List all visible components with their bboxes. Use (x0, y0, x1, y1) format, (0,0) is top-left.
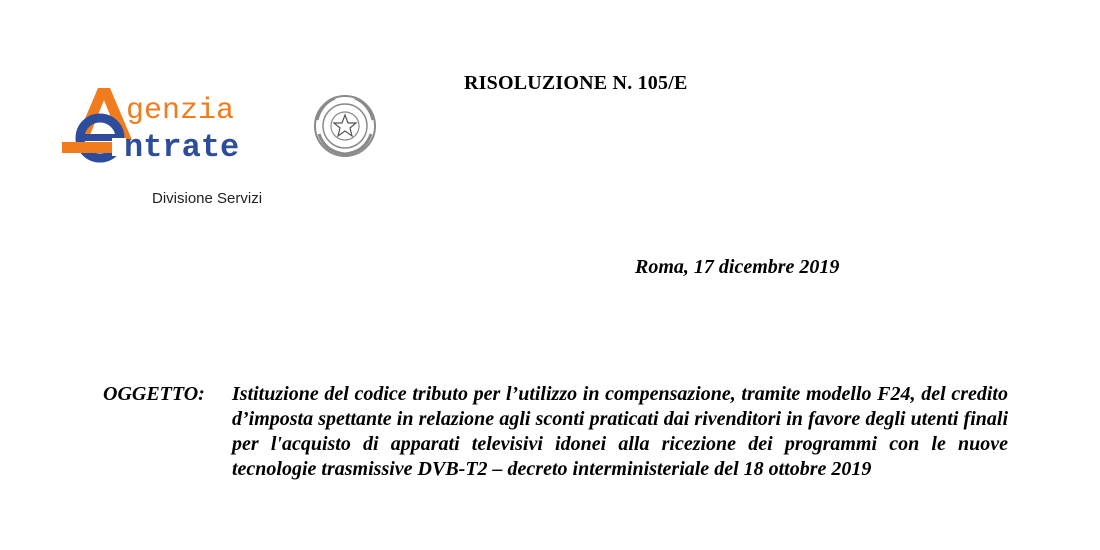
logo-line1: genzia (126, 94, 235, 128)
italian-republic-emblem-icon (315, 96, 375, 156)
logo-graphic (62, 82, 382, 172)
division-label: Divisione Servizi (152, 190, 263, 207)
agenzia-entrate-logo (62, 82, 382, 172)
logo-line2: ntrate (124, 129, 240, 166)
document-date: Roma, 17 dicembre 2019 (635, 256, 840, 278)
subject-text: Istituzione del codice tributo per l’utilizzo in compensazione, tramite modello F24, del credito d’imposta spettante in relazione agli sconti praticati dai rivenditori in favore degli utenti finali per l'acquisto di apparati televisivi idonei alla ricezione dei programmi con le nuove tecnologie trasmissive DVB-T2 – decreto interministeriale del 18 ottobre 2019 (232, 383, 1008, 480)
subject-label: OGGETTO: (103, 383, 205, 405)
document-title: RISOLUZIONE N. 105/E (464, 72, 688, 94)
